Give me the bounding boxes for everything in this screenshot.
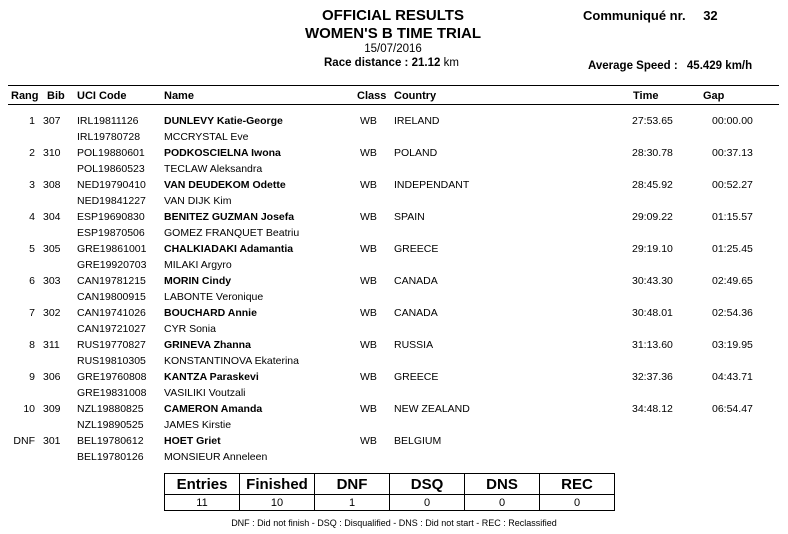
col-uci: UCI Code (77, 90, 127, 102)
result-uci: NZL19880825 (77, 403, 144, 415)
result-name2: MCCRYSTAL Eve (164, 131, 249, 143)
race-date: 15/07/2016 (364, 43, 422, 55)
result-country: NEW ZEALAND (394, 403, 470, 415)
result-country: RUSSIA (394, 339, 434, 351)
distance-label: Race distance : (324, 57, 409, 69)
result-uci: RUS19770827 (77, 339, 146, 351)
summary-value: 1 (315, 495, 390, 511)
result-country: BELGIUM (394, 435, 442, 447)
result-name: KANTZA Paraskevi (164, 371, 259, 383)
result-uci2: NED19841227 (77, 195, 146, 207)
result-time: 28:45.92 (632, 179, 673, 191)
result-class: WB (360, 307, 377, 319)
result-name: GRINEVA Zhanna (164, 339, 251, 351)
result-name: BOUCHARD Annie (164, 307, 257, 319)
result-name2: CYR Sonia (164, 323, 216, 335)
result-name: CHALKIADAKI Adamantia (164, 243, 294, 255)
result-country: GREECE (394, 243, 439, 255)
col-country: Country (394, 90, 437, 102)
result-class: WB (360, 403, 377, 415)
distance-unit: km (443, 57, 459, 69)
result-uci2: NZL19890525 (77, 419, 144, 431)
result-rang: 2 (29, 147, 35, 159)
communique (583, 8, 718, 23)
result-uci2: BEL19780126 (77, 451, 144, 463)
result-name: PODKOSCIELNA Iwona (164, 147, 281, 159)
result-country: SPAIN (394, 211, 425, 223)
result-country: GREECE (394, 371, 439, 383)
summary-value: 0 (390, 495, 465, 511)
result-uci: IRL19811126 (77, 115, 139, 127)
result-bib: 309 (43, 403, 61, 415)
result-class: WB (360, 115, 377, 127)
result-name: CAMERON Amanda (164, 403, 263, 415)
col-time: Time (633, 90, 659, 102)
result-class: WB (360, 179, 377, 191)
summary-header: REC (540, 474, 615, 495)
result-time: 28:30.78 (632, 147, 673, 159)
result-name2: VAN DIJK Kim (164, 195, 232, 207)
header-rule (8, 104, 779, 105)
result-rang: 6 (29, 275, 35, 287)
result-gap: 02:54.36 (712, 307, 753, 319)
result-bib: 308 (43, 179, 61, 191)
result-uci: CAN19781215 (77, 275, 146, 287)
result-name: DUNLEVY Katie-George (164, 115, 283, 127)
result-bib: 310 (43, 147, 61, 159)
result-class: WB (360, 275, 377, 287)
result-name2: MILAKI Argyro (164, 259, 232, 271)
summary-header: DSQ (390, 474, 465, 495)
summary-header: DNS (465, 474, 540, 495)
result-uci: GRE19760808 (77, 371, 147, 383)
result-bib: 306 (43, 371, 61, 383)
result-class: WB (360, 435, 377, 447)
result-gap: 00:37.13 (712, 147, 753, 159)
summary-value: 11 (165, 495, 240, 511)
distance-value: 21.12 (411, 57, 441, 69)
result-name2: KONSTANTINOVA Ekaterina (164, 355, 299, 367)
result-time: 34:48.12 (632, 403, 673, 415)
result-country: IRELAND (394, 115, 440, 127)
result-country: POLAND (394, 147, 438, 159)
result-bib: 305 (43, 243, 61, 255)
summary-header: Entries (165, 474, 240, 495)
summary-table (164, 473, 615, 511)
result-uci2: RUS19810305 (77, 355, 146, 367)
result-name2: TECLAW Aleksandra (164, 163, 263, 175)
summary-value: 0 (465, 495, 540, 511)
result-rang: 1 (29, 115, 35, 127)
result-rang: 10 (23, 403, 35, 415)
result-name2: VASILIKI Voutzali (164, 387, 246, 399)
result-rang: 8 (29, 339, 35, 351)
result-class: WB (360, 339, 377, 351)
result-gap: 00:52.27 (712, 179, 753, 191)
result-rang: DNF (13, 435, 35, 447)
race-distance (324, 57, 459, 69)
result-class: WB (360, 371, 377, 383)
avg-speed-value: 45.429 (686, 60, 723, 72)
result-uci: GRE19861001 (77, 243, 147, 255)
col-gap: Gap (703, 90, 725, 102)
result-class: WB (360, 243, 377, 255)
result-bib: 311 (43, 339, 60, 351)
summary-value: 10 (240, 495, 315, 511)
result-name2: LABONTE Veronique (164, 291, 264, 303)
result-bib: 302 (43, 307, 61, 319)
result-uci2: GRE19920703 (77, 259, 147, 271)
col-rang: Rang (11, 90, 39, 102)
result-rang: 5 (29, 243, 35, 255)
result-uci2: POL19860523 (77, 163, 145, 175)
result-time: 30:48.01 (632, 307, 673, 319)
summary-header: Finished (240, 474, 315, 495)
col-bib: Bib (47, 90, 65, 102)
result-rang: 3 (29, 179, 35, 191)
result-name2: MONSIEUR Anneleen (164, 451, 268, 463)
result-rang: 7 (29, 307, 35, 319)
result-bib: 304 (43, 211, 61, 223)
result-country: CANADA (394, 275, 438, 287)
result-uci2: ESP19870506 (77, 227, 145, 239)
result-time: 31:13.60 (632, 339, 673, 351)
page-subtitle: WOMEN'S B TIME TRIAL (304, 25, 482, 42)
result-time: 29:09.22 (632, 211, 673, 223)
result-gap: 02:49.65 (712, 275, 753, 287)
result-uci: NED19790410 (77, 179, 146, 191)
result-uci: POL19880601 (77, 147, 145, 159)
result-gap: 06:54.47 (712, 403, 753, 415)
avg-speed-unit: km/h (725, 60, 753, 72)
result-uci: BEL19780612 (77, 435, 144, 447)
result-gap: 00:00.00 (712, 115, 753, 127)
result-gap: 01:15.57 (712, 211, 753, 223)
result-bib: 303 (43, 275, 61, 287)
col-class: Class (357, 90, 387, 102)
footnote: DNF : Did not finish - DSQ : Disqualified - DNS : Did not start - REC : Reclassified (231, 518, 557, 528)
result-time: 29:19.10 (632, 243, 673, 255)
result-time: 27:53.65 (632, 115, 673, 127)
result-uci2: IRL19780728 (77, 131, 141, 143)
result-name: BENITEZ GUZMAN Josefa (164, 211, 295, 223)
page-title: OFFICIAL RESULTS (322, 7, 464, 24)
result-name2: GOMEZ FRANQUET Beatriu (164, 227, 300, 239)
result-bib: 307 (43, 115, 61, 127)
result-uci: ESP19690830 (77, 211, 145, 223)
summary-header: DNF (315, 474, 390, 495)
result-uci2: GRE19831008 (77, 387, 147, 399)
col-name: Name (164, 90, 194, 102)
result-bib: 301 (43, 435, 61, 447)
result-country: CANADA (394, 307, 438, 319)
result-class: WB (360, 147, 377, 159)
result-country: INDEPENDANT (394, 179, 470, 191)
communique-value: 32 (703, 8, 718, 23)
result-rang: 4 (29, 211, 35, 223)
avg-speed-label: Average Speed : (588, 60, 678, 72)
result-time: 30:43.30 (632, 275, 673, 287)
result-name: VAN DEUDEKOM Odette (164, 179, 286, 191)
result-gap: 04:43.71 (712, 371, 753, 383)
top-rule (8, 85, 779, 86)
result-time: 32:37.36 (632, 371, 673, 383)
result-gap: 03:19.95 (712, 339, 753, 351)
result-uci2: CAN19800915 (77, 291, 146, 303)
summary-value: 0 (540, 495, 615, 511)
result-name: HOET Griet (164, 435, 221, 447)
result-gap: 01:25.45 (712, 243, 753, 255)
result-name2: JAMES Kirstie (164, 419, 232, 431)
average-speed (588, 60, 752, 72)
result-uci: CAN19741026 (77, 307, 146, 319)
result-name: MORIN Cindy (164, 275, 232, 287)
result-class: WB (360, 211, 377, 223)
result-uci2: CAN19721027 (77, 323, 146, 335)
result-rang: 9 (29, 371, 35, 383)
communique-label: Communiqué nr. (583, 8, 686, 23)
